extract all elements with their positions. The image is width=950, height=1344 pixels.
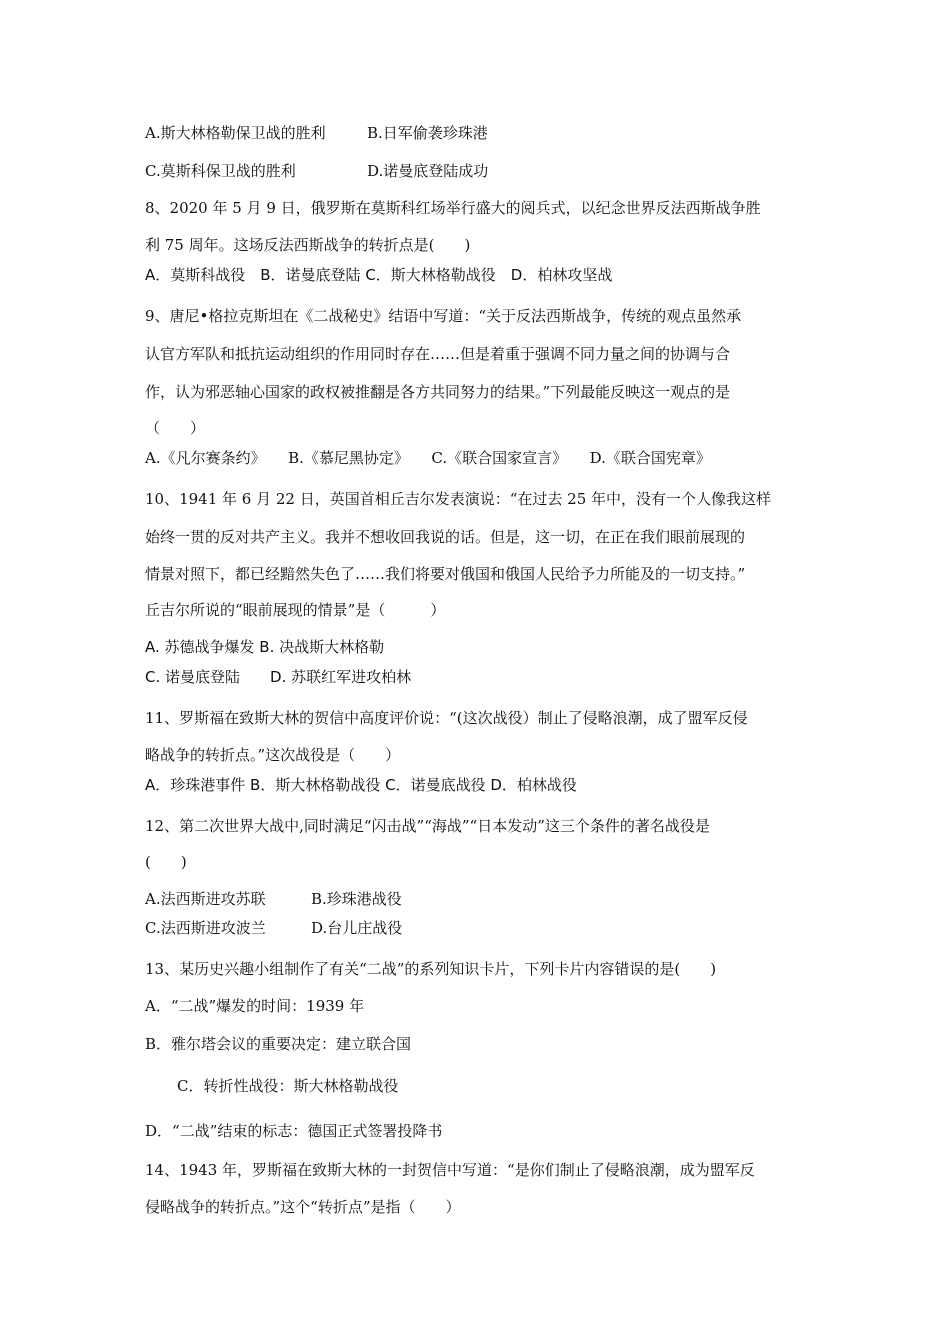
question-12-option-c: C.法西斯进攻波兰 xyxy=(145,919,266,937)
question-13-option-d: D．“二战”结束的标志：德国正式签署投降书 xyxy=(145,1122,443,1140)
question-12-line-2: ( ) xyxy=(145,853,187,871)
question-9-line-2: 认官方军队和抵抗运动组织的作用同时存在……但是着重于强调不同力量之间的协调与合 xyxy=(145,345,731,363)
question-10-line-1: 10、1941 年 6 月 22 日，英国首相丘吉尔发表演说：“在过去 25 年中，没有一个人像我这样 xyxy=(145,490,772,508)
question-10-line-2: 始终一贯的反对共产主义。我并不想收回我说的话。但是，这一切，在正在我们眼前展现的 xyxy=(145,528,746,546)
question-13-line-1: 13、某历史兴趣小组制作了有关“二战”的系列知识卡片，下列卡片内容错误的是( ) xyxy=(145,960,717,978)
question-13-option-c: C．转折性战役：斯大林格勒战役 xyxy=(177,1077,399,1095)
question-11-options: A．珍珠港事件 B．斯大林格勒战役 C．诺曼底战役 D．柏林战役 xyxy=(145,776,577,794)
option-c-prev: C.莫斯科保卫战的胜利 xyxy=(145,162,296,180)
question-9-line-1: 9、唐尼•格拉克斯坦在《二战秘史》结语中写道：“关于反法西斯战争，传统的观点虽然承 xyxy=(145,307,742,325)
question-10-options-1: A. 苏德战争爆发 B. 决战斯大林格勒 xyxy=(145,638,385,656)
question-10-line-3: 情景对照下，都已经黯然失色了……我们将要对俄国和俄国人民给予力所能及的一切支持。” xyxy=(145,565,746,583)
question-12-line-1: 12、第二次世界大战中,同时满足“闪击战”“海战”“日本发动”这三个条件的著名战役是 xyxy=(145,817,710,835)
question-13-option-a: A．“二战”爆发的时间：1939 年 xyxy=(145,997,365,1015)
option-a-prev: A.斯大林格勒保卫战的胜利 xyxy=(145,124,326,142)
question-12-option-b: B.珍珠港战役 xyxy=(311,890,402,908)
question-9-line-3: 作，认为邪恶轴心国家的政权被推翻是各方共同努力的结果。”下列最能反映这一观点的是 xyxy=(145,383,731,401)
question-14-line-2: 侵略战争的转折点。”这个“转折点”是指（ ） xyxy=(145,1198,461,1216)
question-12-option-d: D.台儿庄战役 xyxy=(311,919,403,937)
option-b-prev: B.日军偷袭珍珠港 xyxy=(367,124,488,142)
question-9-line-4: （ ） xyxy=(145,419,206,437)
question-9-options: A.《凡尔赛条约》 B.《慕尼黑协定》 C.《联合国家宣言》 D.《联合国宪章》 xyxy=(145,449,711,467)
option-d-prev: D.诺曼底登陆成功 xyxy=(367,162,489,180)
question-14-line-1: 14、1943 年，罗斯福在致斯大林的一封贺信中写道：“是你们制止了侵略浪潮，成为盟军反 xyxy=(145,1161,755,1179)
question-13-option-b: B．雅尔塔会议的重要决定：建立联合国 xyxy=(145,1035,412,1053)
question-10-line-4: 丘吉尔所说的“眼前展现的情景”是（ ） xyxy=(145,601,446,619)
question-10-options-2: C. 诺曼底登陆 D. 苏联红军进攻柏林 xyxy=(145,668,412,686)
question-11-line-2: 略战争的转折点。”这次战役是（ ） xyxy=(145,746,401,764)
question-12-option-a: A.法西斯进攻苏联 xyxy=(145,890,266,908)
question-8-line-2: 利 75 周年。这场反法西斯战争的转折点是( ) xyxy=(145,236,471,254)
question-8-line-1: 8、2020 年 5 月 9 日，俄罗斯在莫斯科红场举行盛大的阅兵式，以纪念世界反法西斯战争胜 xyxy=(145,199,761,217)
question-11-line-1: 11、罗斯福在致斯大林的贺信中高度评价说：“(这次战役）制止了侵略浪潮，成了盟军反侵 xyxy=(145,709,748,727)
question-8-options: A．莫斯科战役 B．诺曼底登陆 C．斯大林格勒战役 D．柏林攻坚战 xyxy=(145,266,613,284)
